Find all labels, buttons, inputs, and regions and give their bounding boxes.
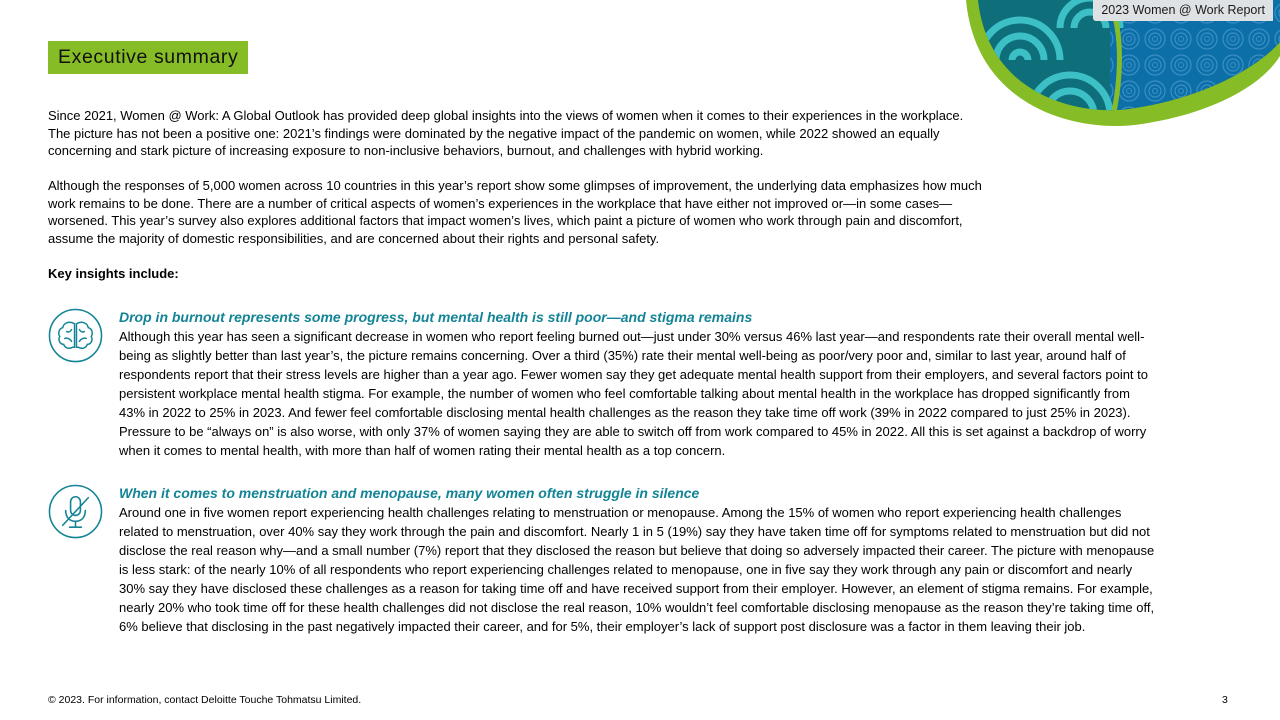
insight-mental-health [48,308,1158,460]
page-number: 3 [1222,694,1228,706]
footer-copyright: © 2023. For information, contact Deloitte Touche Tohmatsu Limited. [48,694,362,706]
intro-paragraph-2: Although the responses of 5,000 women across 10 countries in this year’s report show some glimpses of improvement, the underlying data emphasizes how much work remains to be done. There are a number of critical aspects of women’s experiences in the workplace that have either not improved or—in some cases—worsened. This year’s survey also explores additional factors that impact women’s lives, which paint a picture of women who work through pain and discomfort, assume the majority of domestic responsibilities, and are concerned about their rights and personal safety. [48,178,982,246]
key-insights-label: Key insights include: [48,266,179,281]
insight-menstruation-menopause [48,484,1158,636]
insight-body: Although this year has seen a significant decrease in women who report feeling burned out—just under 30% versus 46% last year—and respondents rate their overall mental well-being as slightly better than last year’s, the picture remains concerning. Over a third (35%) rate their mental well-being as poor/very poor and, similar to last year, around half of respondents report that their stress levels are higher than a year ago. Fewer women say they get adequate mental health support from their employers, and several factors point to persistent workplace mental health stigma. For example, the number of women who feel comfortable talking about mental health in the workplace has dropped significantly from 43% in 2022 to 25% in 2023. And fewer feel comfortable disclosing mental health challenges as the reason they take time off work (39% in 2022 compared to just 25% in 2023). Pressure to be “always on” is also worse, with only 37% of women saying they are able to switch off from work compared to 45% in 2022. All this is set against a backdrop of worry when it comes to mental health, with more than half of women rating their mental health as a top concern. [119,329,1148,458]
page-title: Executive summary [48,41,248,74]
intro-paragraph-1: Since 2021, Women @ Work: A Global Outlook has provided deep global insights into the views of women when it comes to their experiences in the workplace. The picture has not been a positive one: 2021’s findings were dominated by the negative impact of the pandemic on women, while 2022 showed an equally concerning and stark picture of increasing exposure to non-inclusive behaviors, burnout, and challenges with hybrid working. [48,108,964,158]
insight-body: Around one in five women report experiencing health challenges relating to menstruation or menopause. Among the 15% of women who report experiencing health challenges related to menstruation, over 40% say they work through the pain and discomfort. Nearly 1 in 5 (19%) say they have taken time off for symptoms related to menstruation but did not disclose the real reason why—and a small number (7%) report that they disclosed the reason but believe that doing so adversely impacted their career. The picture with menopause is less stark: of the nearly 10% of all respondents who report experiencing challenges related to menopause, one in five say they work through any pain or discomfort and nearly 30% say they have disclosed these challenges as a reason for taking time off and have received support from their employer. However, an element of stigma remains. For example, nearly 20% who took time off for these health challenges did not disclose the real reason, 10% wouldn’t feel comfortable disclosing menopause as the reason they’re taking time off, 6% believe that disclosing in the past negatively impacted their career, and for 5%, their employer’s lack of support post disclosure was a factor in them leaving their job. [119,505,1155,634]
muted-microphone-icon [48,484,103,539]
insight-heading: When it comes to menstruation and menopause, many women often struggle in silence [119,485,700,501]
brain-icon [48,308,103,363]
report-tag: 2023 Women @ Work Report [1093,0,1273,21]
insight-heading: Drop in burnout represents some progress, but mental health is still poor—and stigma remains [119,309,753,325]
